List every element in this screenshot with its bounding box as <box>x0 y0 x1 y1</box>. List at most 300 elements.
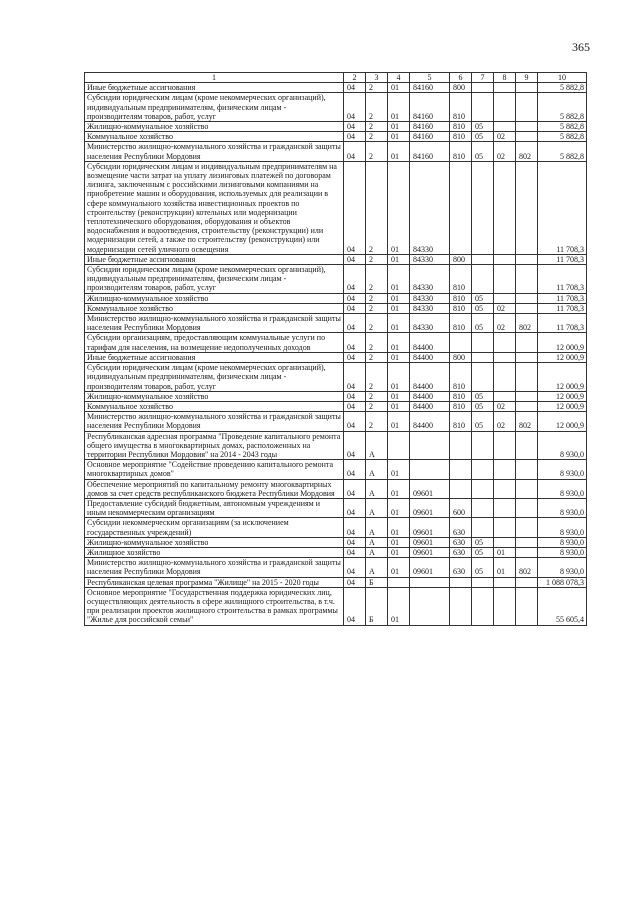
row-description: Министерство жилищно-коммунального хозяйства и гражданской защиты населения Республики Мордовия <box>85 142 344 161</box>
row-description: Субсидии юридическим лицам и индивидуальным предпринимателям на возмещение части затрат на уплату лизинговых платежей по договорам лизинга, заключенным с российскими лизинговыми компаниями на приобретение машин и оборудования, используемых для реализации в сфере коммунального хозяйства инвестиционных проектов по строительству (реконструкции) котельных или модернизации теплотехнического оборудования, оборудования и объектов водоснабжения и водоотведения, строительству (реконструкции) или модернизации сетей, а также по строительству (реконструкции) или модернизации сетей уличного освещения <box>85 161 344 254</box>
row-code-c7 <box>472 363 494 392</box>
row-code-c2: 04 <box>344 577 366 587</box>
table-row <box>85 352 587 362</box>
row-description: Субсидии некоммерческим организациям (за исключением государственных учреждений) <box>85 518 344 537</box>
table-row <box>85 587 587 625</box>
row-amount: 8 930,0 <box>538 558 587 577</box>
row-amount: 11 708,3 <box>538 303 587 313</box>
table-row <box>85 254 587 264</box>
row-code-c5: 84400 <box>410 363 450 392</box>
row-amount: 11 708,3 <box>538 265 587 294</box>
row-code-c5: 84330 <box>410 254 450 264</box>
row-code-c8 <box>494 333 516 352</box>
row-code-c7: 05 <box>472 132 494 142</box>
row-code-c3: 2 <box>366 132 388 142</box>
row-code-c9 <box>516 587 538 625</box>
row-code-c5: 84400 <box>410 391 450 401</box>
row-code-c4: 01 <box>388 132 410 142</box>
row-code-c3: Б <box>366 577 388 587</box>
table-row <box>85 547 587 557</box>
row-code-c2: 04 <box>344 161 366 254</box>
row-code-c8: 02 <box>494 303 516 313</box>
row-code-c2: 04 <box>344 498 366 517</box>
row-amount: 5 882,8 <box>538 132 587 142</box>
row-code-c6 <box>450 460 472 479</box>
row-code-c8 <box>494 83 516 93</box>
row-code-c4: 01 <box>388 93 410 122</box>
row-code-c3: 2 <box>366 122 388 132</box>
row-amount: 11 708,3 <box>538 161 587 254</box>
row-code-c7 <box>472 518 494 537</box>
page-number: 365 <box>572 40 590 54</box>
row-description: Основное мероприятие "Содействие проведению капитального ремонта многоквартирных домов" <box>85 460 344 479</box>
row-code-c5: 84160 <box>410 83 450 93</box>
row-code-c3: А <box>366 558 388 577</box>
row-code-c5: 09601 <box>410 479 450 498</box>
table-row <box>85 460 587 479</box>
row-code-c8 <box>494 518 516 537</box>
row-code-c7 <box>472 93 494 122</box>
row-code-c6: 810 <box>450 401 472 411</box>
table-row <box>85 518 587 537</box>
row-code-c4: 01 <box>388 558 410 577</box>
row-code-c6: 810 <box>450 132 472 142</box>
row-code-c2: 04 <box>344 412 366 431</box>
row-code-c2: 04 <box>344 265 366 294</box>
row-amount: 5 882,8 <box>538 93 587 122</box>
table-row <box>85 122 587 132</box>
row-code-c5: 09601 <box>410 558 450 577</box>
row-code-c6: 630 <box>450 518 472 537</box>
row-code-c6: 810 <box>450 303 472 313</box>
row-code-c7 <box>472 460 494 479</box>
row-code-c2: 04 <box>344 303 366 313</box>
row-code-c8: 02 <box>494 132 516 142</box>
row-code-c7: 05 <box>472 558 494 577</box>
row-code-c8: 02 <box>494 142 516 161</box>
row-code-c9: 802 <box>516 412 538 431</box>
row-code-c3: А <box>366 518 388 537</box>
row-description: Министерство жилищно-коммунального хозяйства и гражданской защиты населения Республики Мордовия <box>85 412 344 431</box>
row-code-c2: 04 <box>344 352 366 362</box>
table-row <box>85 391 587 401</box>
row-code-c8 <box>494 293 516 303</box>
row-amount: 1 088 078,3 <box>538 577 587 587</box>
row-code-c8: 02 <box>494 401 516 411</box>
row-description: Жилищно-коммунальное хозяйство <box>85 391 344 401</box>
row-description: Обеспечение мероприятий по капитальному ремонту многоквартирных домов за счет средств республиканского бюджета Республики Мордовия <box>85 479 344 498</box>
header-cell: 2 <box>344 73 366 83</box>
row-code-c9 <box>516 498 538 517</box>
row-code-c4: 01 <box>388 83 410 93</box>
row-code-c8 <box>494 431 516 460</box>
row-code-c9 <box>516 479 538 498</box>
table-row <box>85 479 587 498</box>
row-description: Республиканская адресная программа "Проведение капитального ремонта общего имущества в многоквартирных домах, расположенных на территории Республики Мордовия" на 2014 - 2043 годы <box>85 431 344 460</box>
row-code-c4: 01 <box>388 293 410 303</box>
row-code-c6: 630 <box>450 558 472 577</box>
row-code-c3: А <box>366 460 388 479</box>
table-row <box>85 293 587 303</box>
table-row <box>85 132 587 142</box>
row-code-c8 <box>494 498 516 517</box>
row-code-c4: 01 <box>388 161 410 254</box>
row-code-c4: 01 <box>388 587 410 625</box>
row-code-c7: 05 <box>472 303 494 313</box>
row-code-c6: 810 <box>450 293 472 303</box>
row-code-c3: 2 <box>366 401 388 411</box>
row-code-c6 <box>450 161 472 254</box>
row-description: Предоставление субсидий бюджетным, автономным учреждениям и иным некоммерческим организациям <box>85 498 344 517</box>
row-description: Субсидии организациям, предоставляющим коммунальные услуги по тарифам для населения, на возмещение недополученных доходов <box>85 333 344 352</box>
row-code-c6: 630 <box>450 537 472 547</box>
row-description: Жилищно-коммунальное хозяйство <box>85 537 344 547</box>
row-code-c7 <box>472 498 494 517</box>
header-cell: 5 <box>410 73 450 83</box>
row-code-c3: 2 <box>366 142 388 161</box>
table-row <box>85 314 587 333</box>
row-code-c3: 2 <box>366 293 388 303</box>
table-body <box>85 83 587 625</box>
row-code-c3: А <box>366 431 388 460</box>
row-code-c2: 04 <box>344 537 366 547</box>
row-description: Субсидии юридическим лицам (кроме некоммерческих организаций), индивидуальным предпринимателям, физическим лицам - производителям товаров, работ, услуг <box>85 93 344 122</box>
row-code-c7: 05 <box>472 142 494 161</box>
row-description: Жилищное хозяйство <box>85 547 344 557</box>
row-code-c7 <box>472 333 494 352</box>
row-code-c3: 2 <box>366 83 388 93</box>
row-code-c9 <box>516 391 538 401</box>
row-code-c8 <box>494 479 516 498</box>
row-amount: 8 930,0 <box>538 431 587 460</box>
row-code-c8 <box>494 254 516 264</box>
row-code-c6 <box>450 577 472 587</box>
row-code-c6 <box>450 333 472 352</box>
row-code-c7: 05 <box>472 391 494 401</box>
row-description: Жилищно-коммунальное хозяйство <box>85 122 344 132</box>
row-code-c5: 84330 <box>410 265 450 294</box>
row-code-c9: 802 <box>516 314 538 333</box>
row-code-c6: 810 <box>450 363 472 392</box>
row-description: Коммунальное хозяйство <box>85 303 344 313</box>
row-amount: 11 708,3 <box>538 293 587 303</box>
row-code-c6: 800 <box>450 352 472 362</box>
row-code-c5 <box>410 460 450 479</box>
row-code-c9 <box>516 547 538 557</box>
header-row <box>85 73 587 83</box>
row-code-c7 <box>472 265 494 294</box>
row-amount: 8 930,0 <box>538 518 587 537</box>
row-description: Иные бюджетные ассигнования <box>85 254 344 264</box>
row-code-c4: 01 <box>388 314 410 333</box>
row-code-c3: 2 <box>366 265 388 294</box>
row-code-c2: 04 <box>344 132 366 142</box>
row-code-c6 <box>450 587 472 625</box>
row-code-c8 <box>494 122 516 132</box>
table-row <box>85 303 587 313</box>
row-code-c7 <box>472 254 494 264</box>
row-code-c8 <box>494 577 516 587</box>
row-code-c5: 84160 <box>410 132 450 142</box>
row-amount: 12 000,9 <box>538 401 587 411</box>
row-code-c6: 810 <box>450 314 472 333</box>
table-row <box>85 93 587 122</box>
row-code-c9 <box>516 460 538 479</box>
table-row <box>85 498 587 517</box>
row-description: Министерство жилищно-коммунального хозяйства и гражданской защиты населения Республики Мордовия <box>85 314 344 333</box>
row-code-c2: 04 <box>344 254 366 264</box>
row-code-c3: А <box>366 537 388 547</box>
table-row <box>85 142 587 161</box>
row-code-c8 <box>494 363 516 392</box>
row-code-c6 <box>450 479 472 498</box>
row-code-c9: 802 <box>516 558 538 577</box>
row-code-c9 <box>516 431 538 460</box>
row-code-c5: 84160 <box>410 93 450 122</box>
row-code-c8: 02 <box>494 314 516 333</box>
row-code-c2: 04 <box>344 314 366 333</box>
row-code-c3: 2 <box>366 391 388 401</box>
row-code-c5: 84160 <box>410 142 450 161</box>
row-code-c2: 04 <box>344 547 366 557</box>
table-row <box>85 333 587 352</box>
table-row <box>85 401 587 411</box>
table-row <box>85 431 587 460</box>
row-code-c4: 01 <box>388 460 410 479</box>
row-code-c4: 01 <box>388 333 410 352</box>
row-code-c3: 2 <box>366 303 388 313</box>
row-code-c5: 84330 <box>410 303 450 313</box>
row-description: Субсидии юридическим лицам (кроме некоммерческих организаций), индивидуальным предпринимателям, физическим лицам - производителям товаров, работ, услуг <box>85 265 344 294</box>
row-code-c9 <box>516 293 538 303</box>
row-description: Коммунальное хозяйство <box>85 401 344 411</box>
table-row <box>85 412 587 431</box>
row-code-c8: 01 <box>494 558 516 577</box>
row-description: Республиканская целевая программа "Жилище" на 2015 - 2020 годы <box>85 577 344 587</box>
row-code-c5: 84160 <box>410 122 450 132</box>
row-code-c6: 810 <box>450 122 472 132</box>
row-code-c8 <box>494 352 516 362</box>
row-code-c6: 600 <box>450 498 472 517</box>
row-description: Министерство жилищно-коммунального хозяйства и гражданской защиты населения Республики Мордовия <box>85 558 344 577</box>
row-code-c7 <box>472 431 494 460</box>
row-code-c5: 84400 <box>410 401 450 411</box>
row-code-c5 <box>410 431 450 460</box>
header-cell: 8 <box>494 73 516 83</box>
row-code-c3: 2 <box>366 333 388 352</box>
row-amount: 5 882,8 <box>538 142 587 161</box>
row-code-c8 <box>494 537 516 547</box>
header-cell: 6 <box>450 73 472 83</box>
row-amount: 11 708,3 <box>538 254 587 264</box>
row-code-c5: 09601 <box>410 547 450 557</box>
row-code-c6: 810 <box>450 391 472 401</box>
row-code-c7 <box>472 577 494 587</box>
row-code-c5: 09601 <box>410 498 450 517</box>
table-row <box>85 83 587 93</box>
table-row <box>85 577 587 587</box>
row-code-c8 <box>494 93 516 122</box>
row-code-c7: 05 <box>472 537 494 547</box>
row-code-c8 <box>494 587 516 625</box>
table-row <box>85 537 587 547</box>
row-code-c6: 630 <box>450 547 472 557</box>
row-description: Основное мероприятие "Государственная поддержка юридических лиц, осуществляющих деятельность в сфере жилищного строительства, в т.ч. при реализации проектов жилищного строительства в рамках программы "Жилье для российской семьи" <box>85 587 344 625</box>
header-cell: 7 <box>472 73 494 83</box>
row-amount: 12 000,9 <box>538 363 587 392</box>
row-code-c5: 09601 <box>410 518 450 537</box>
row-code-c8: 02 <box>494 412 516 431</box>
row-code-c9 <box>516 333 538 352</box>
row-description: Коммунальное хозяйство <box>85 132 344 142</box>
row-code-c5: 84330 <box>410 161 450 254</box>
row-code-c9 <box>516 352 538 362</box>
row-code-c2: 04 <box>344 460 366 479</box>
row-code-c4: 01 <box>388 518 410 537</box>
row-code-c3: 2 <box>366 412 388 431</box>
row-code-c6: 800 <box>450 83 472 93</box>
row-code-c8: 01 <box>494 547 516 557</box>
row-code-c4: 01 <box>388 363 410 392</box>
row-code-c2: 04 <box>344 293 366 303</box>
row-code-c8 <box>494 391 516 401</box>
row-code-c6: 810 <box>450 412 472 431</box>
row-code-c9 <box>516 132 538 142</box>
row-code-c5: 84400 <box>410 412 450 431</box>
row-code-c8 <box>494 161 516 254</box>
row-code-c4: 01 <box>388 479 410 498</box>
row-code-c4: 01 <box>388 254 410 264</box>
row-code-c7 <box>472 161 494 254</box>
row-code-c4: 01 <box>388 547 410 557</box>
header-cell: 1 <box>85 73 344 83</box>
header-cell: 4 <box>388 73 410 83</box>
row-code-c7 <box>472 352 494 362</box>
row-code-c5: 84330 <box>410 293 450 303</box>
row-amount: 5 882,8 <box>538 83 587 93</box>
row-amount: 8 930,0 <box>538 537 587 547</box>
row-code-c9: 802 <box>516 142 538 161</box>
row-code-c2: 04 <box>344 142 366 161</box>
row-amount: 8 930,0 <box>538 498 587 517</box>
row-amount: 8 930,0 <box>538 460 587 479</box>
row-code-c5: 84330 <box>410 314 450 333</box>
row-code-c9 <box>516 518 538 537</box>
row-code-c2: 04 <box>344 363 366 392</box>
row-code-c2: 04 <box>344 83 366 93</box>
row-code-c5 <box>410 577 450 587</box>
row-code-c7: 05 <box>472 314 494 333</box>
row-code-c3: 2 <box>366 352 388 362</box>
header-cell: 3 <box>366 73 388 83</box>
row-code-c4: 01 <box>388 498 410 517</box>
row-code-c2: 04 <box>344 93 366 122</box>
row-code-c5: 84400 <box>410 352 450 362</box>
row-code-c4: 01 <box>388 265 410 294</box>
row-code-c3: Б <box>366 587 388 625</box>
row-code-c9 <box>516 537 538 547</box>
row-code-c9 <box>516 161 538 254</box>
row-code-c6: 810 <box>450 142 472 161</box>
row-code-c5: 09601 <box>410 537 450 547</box>
row-code-c8 <box>494 265 516 294</box>
row-amount: 12 000,9 <box>538 391 587 401</box>
row-code-c4: 01 <box>388 401 410 411</box>
row-code-c9 <box>516 122 538 132</box>
row-amount: 8 930,0 <box>538 547 587 557</box>
row-code-c9 <box>516 401 538 411</box>
row-code-c5: 84400 <box>410 333 450 352</box>
row-code-c9 <box>516 577 538 587</box>
row-code-c2: 04 <box>344 391 366 401</box>
row-code-c4: 01 <box>388 537 410 547</box>
header-cell: 10 <box>538 73 587 83</box>
row-code-c9 <box>516 254 538 264</box>
row-code-c2: 04 <box>344 479 366 498</box>
row-code-c2: 04 <box>344 333 366 352</box>
row-code-c4: 01 <box>388 412 410 431</box>
row-amount: 12 000,9 <box>538 333 587 352</box>
table-row <box>85 265 587 294</box>
row-code-c7: 05 <box>472 547 494 557</box>
row-code-c9 <box>516 265 538 294</box>
row-code-c3: 2 <box>366 314 388 333</box>
row-code-c3: А <box>366 547 388 557</box>
row-code-c2: 04 <box>344 122 366 132</box>
row-description: Иные бюджетные ассигнования <box>85 352 344 362</box>
row-code-c2: 04 <box>344 431 366 460</box>
row-code-c9 <box>516 303 538 313</box>
row-code-c6: 810 <box>450 265 472 294</box>
row-code-c9 <box>516 363 538 392</box>
row-code-c6: 800 <box>450 254 472 264</box>
row-code-c4: 01 <box>388 391 410 401</box>
row-amount: 8 930,0 <box>538 479 587 498</box>
row-code-c4: 01 <box>388 303 410 313</box>
row-code-c2: 04 <box>344 587 366 625</box>
row-code-c3: 2 <box>366 93 388 122</box>
row-code-c7: 05 <box>472 401 494 411</box>
row-code-c4 <box>388 577 410 587</box>
row-code-c4 <box>388 431 410 460</box>
row-code-c5 <box>410 587 450 625</box>
row-code-c4: 01 <box>388 122 410 132</box>
row-description: Субсидии юридическим лицам (кроме некоммерческих организаций), индивидуальным предпринимателям, физическим лицам - производителям товаров, работ, услуг <box>85 363 344 392</box>
row-amount: 12 000,9 <box>538 352 587 362</box>
row-code-c7: 05 <box>472 293 494 303</box>
row-code-c2: 04 <box>344 518 366 537</box>
header-cell: 9 <box>516 73 538 83</box>
row-code-c8 <box>494 460 516 479</box>
row-amount: 55 605,4 <box>538 587 587 625</box>
row-code-c4: 01 <box>388 352 410 362</box>
row-code-c3: 2 <box>366 363 388 392</box>
row-code-c6 <box>450 431 472 460</box>
row-code-c7 <box>472 587 494 625</box>
row-code-c4: 01 <box>388 142 410 161</box>
row-description: Иные бюджетные ассигнования <box>85 83 344 93</box>
row-code-c7: 05 <box>472 122 494 132</box>
row-amount: 5 882,8 <box>538 122 587 132</box>
row-code-c7 <box>472 83 494 93</box>
row-code-c7: 05 <box>472 412 494 431</box>
row-code-c3: А <box>366 498 388 517</box>
table-row <box>85 161 587 254</box>
row-description: Жилищно-коммунальное хозяйство <box>85 293 344 303</box>
row-code-c6: 810 <box>450 93 472 122</box>
row-code-c7 <box>472 479 494 498</box>
budget-table <box>84 72 587 626</box>
